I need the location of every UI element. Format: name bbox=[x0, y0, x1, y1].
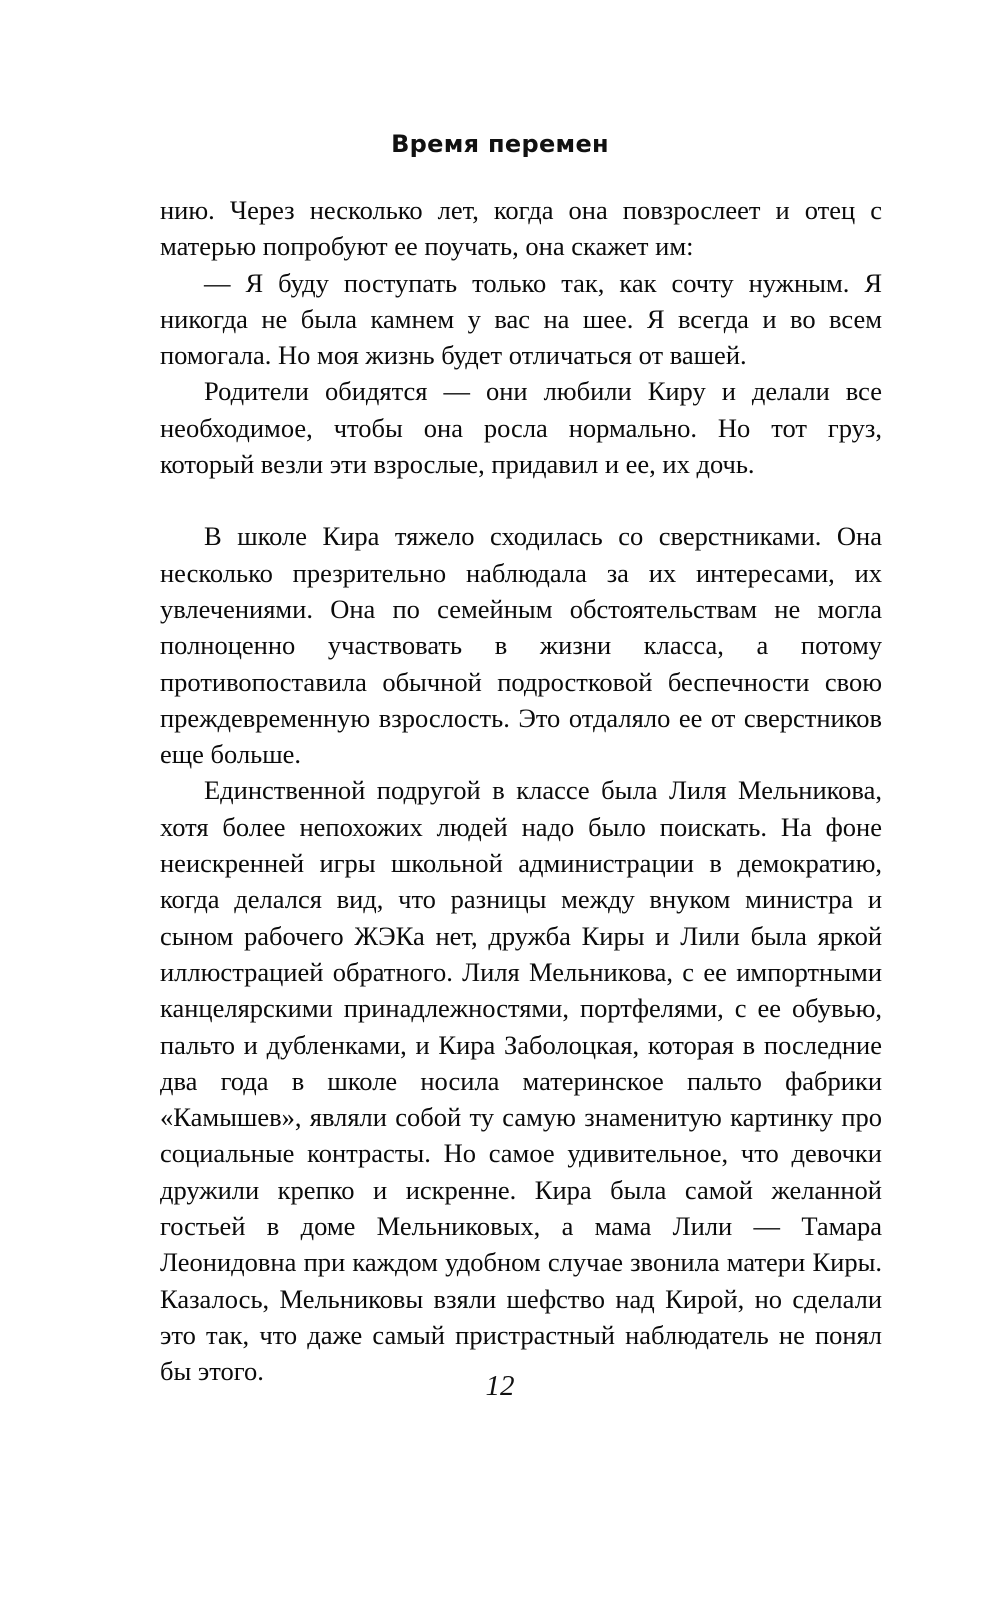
paragraph: Единственной подругой в классе была Лиля Мельникова, хотя более непохожих людей надо было поискать. На фоне неискренней игры школьной администрации в демократию, когда делался вид, что разницы между внуком министра и сыном рабочего ЖЭКа нет, дружба Киры и Лили была яркой иллюстрацией обратного. Лиля Мельникова, с ее импортными канцелярскими принадлежностями, портфелями, с ее обувью, пальто и дубленками, и Кира Заболоцкая, которая в последние два года в школе носила материнское пальто фабрики «Камышев», являли собой ту самую знаменитую картинку про социальные контрасты. Но самое удивительное, что девочки дружили крепко и искренне. Кира была самой желанной гостьей в доме Мельниковых, а мама Лили — Тамара Леонидовна при каждом удобном случае звонила матери Киры. Казалось, Мельниковы взяли шефство над Кирой, но сделали это так, что даже самый пристрастный наблюдатель не понял бы этого. bbox=[160, 775, 882, 1387]
paragraph: нию. Через несколько лет, когда она повзрослеет и отец с матерью попробуют ее поучать, она скажет им: bbox=[160, 195, 882, 262]
paragraph: Родители обидятся — они любили Киру и делали все необходимое, чтобы она росла нормально. Но тот груз, который везли эти взрослые, придавил и ее, их дочь. bbox=[160, 376, 882, 480]
paragraph-dialogue: — Я буду поступать только так, как сочту нужным. Я никогда не была камнем у вас на шее. Я всегда и во всем помогала. Но моя жизнь будет отличаться от вашей. bbox=[160, 267, 882, 371]
paragraph: В школе Кира тяжело сходилась со сверстниками. Она несколько презрительно наблюдала за их интересами, их увлечениями. Она по семейным обстоятельствам не могла полноценно участвовать в жизни класса, а потому противопоставила обычной подростковой беспечности свою преждевременную взрослость. Это отдаляло ее от сверстников еще больше. bbox=[160, 521, 882, 770]
page-number: 12 bbox=[485, 1370, 515, 1402]
body-text bbox=[160, 192, 882, 1390]
running-head: Время перемен bbox=[391, 130, 609, 158]
